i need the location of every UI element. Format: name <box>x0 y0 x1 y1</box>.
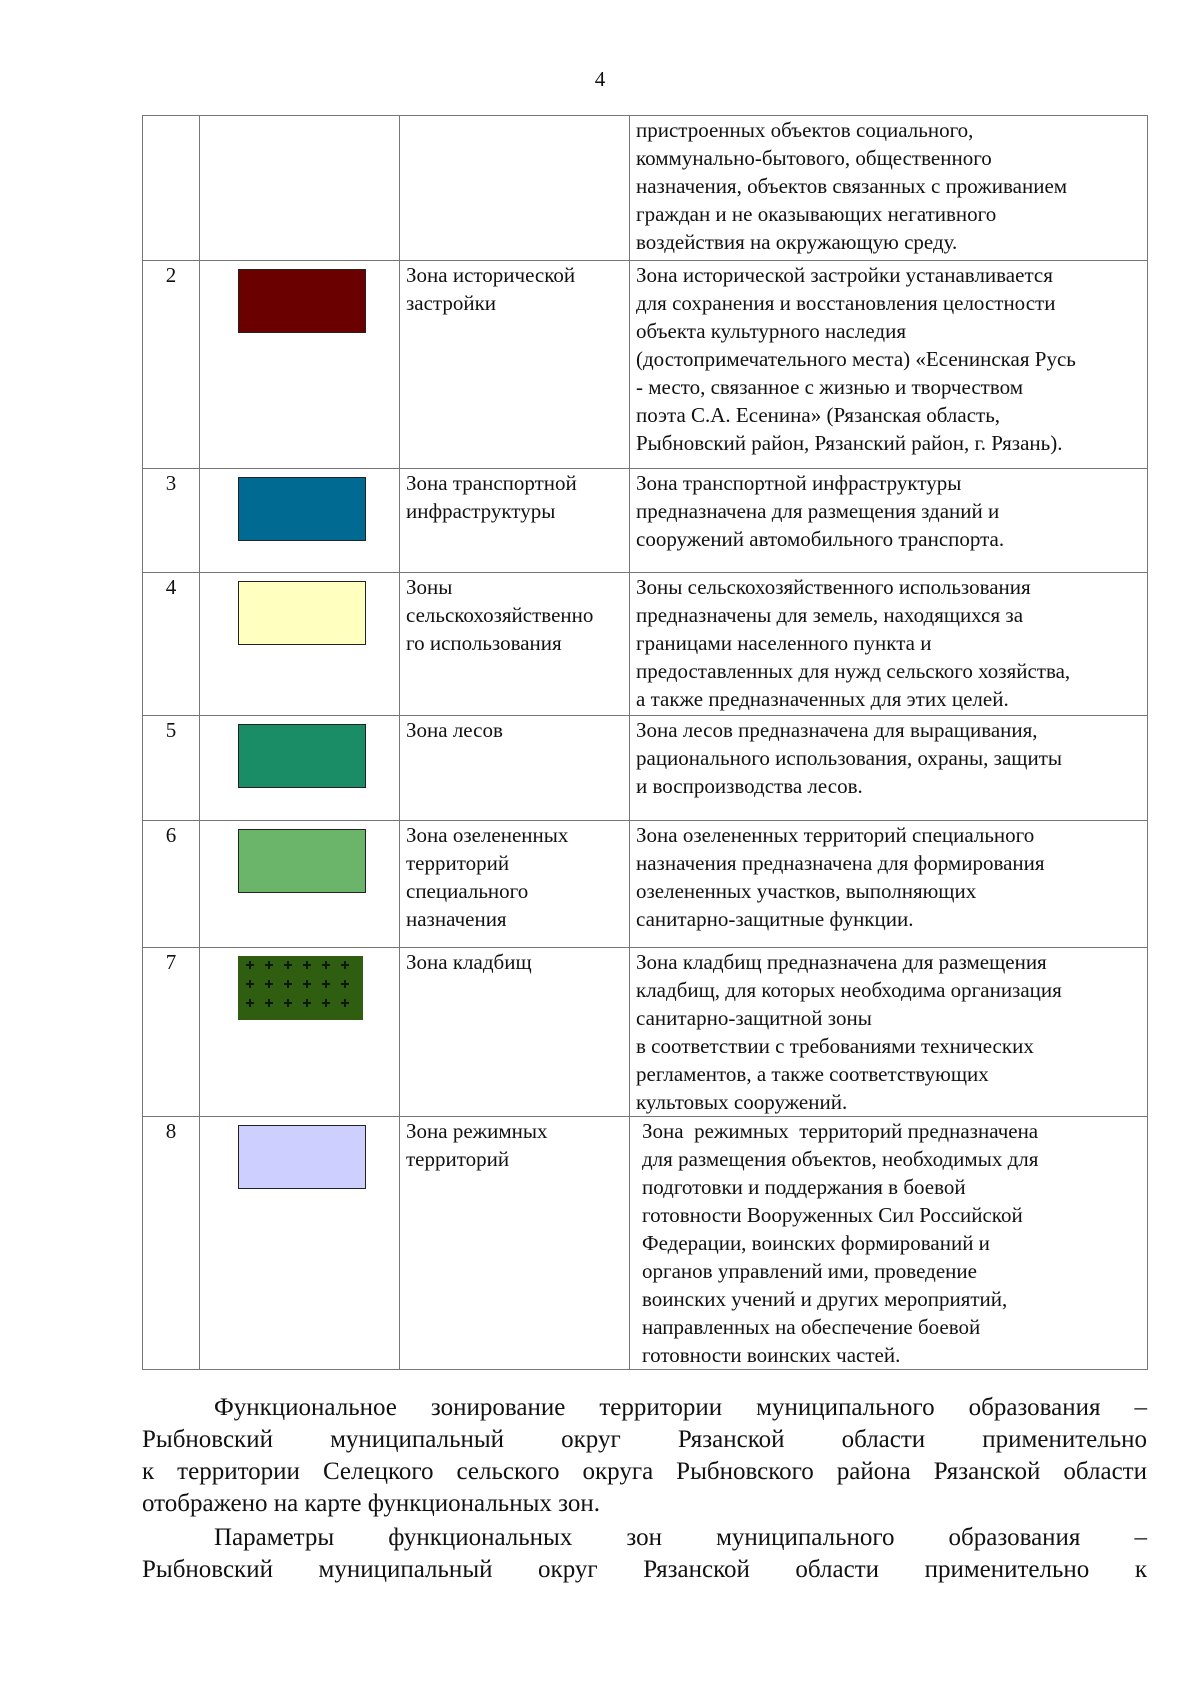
paragraph-line: Функциональное зонирование территории муниципального образования – <box>214 1394 1147 1421</box>
zone-name-line: Зона кладбищ <box>406 950 532 974</box>
row-number: 4 <box>143 573 200 716</box>
zone-name-line: го использования <box>406 631 562 655</box>
page-number: 4 <box>594 67 606 91</box>
zone-description-line: поэта С.А. Есенина» (Рязанская область, <box>636 403 1001 427</box>
table-row <box>143 116 1148 261</box>
zone-description-line: воздействия на окружающую среду. <box>636 230 958 254</box>
row-number: 3 <box>143 469 200 573</box>
zone-color-swatch <box>238 477 366 541</box>
row-number <box>143 116 200 261</box>
plus-pattern-icon <box>303 980 311 988</box>
zone-description-line: (достопримечательного места) «Есенинская Русь <box>636 347 1076 371</box>
legend-swatch-cell <box>200 821 400 948</box>
paragraph-zone-parameters <box>142 1522 1147 1586</box>
table-row <box>143 573 1148 716</box>
plus-pattern-icon <box>265 961 273 969</box>
zone-description-line: готовности воинских частей. <box>642 1343 901 1367</box>
paragraph-line: Параметры функциональных зон муниципального образования – <box>214 1524 1147 1551</box>
zone-description-line: Зона озелененных территорий специального <box>636 823 1035 847</box>
zone-name <box>400 573 630 716</box>
zone-color-swatch <box>238 269 366 333</box>
zone-description-line: в соответствии с требованиями технических <box>636 1034 1034 1058</box>
zone-description <box>630 469 1148 573</box>
zone-name <box>400 469 630 573</box>
table-row <box>143 261 1148 469</box>
zone-name-line: Зона режимных <box>406 1119 548 1143</box>
plus-pattern-icon <box>303 961 311 969</box>
zone-color-swatch <box>238 829 366 893</box>
zone-name-line: Зона исторической <box>406 263 576 287</box>
zone-name-line: Зона транспортной <box>406 471 577 495</box>
zone-description-line: регламентов, а также соответствующих <box>636 1062 989 1086</box>
zone-name <box>400 116 630 261</box>
zone-color-swatch <box>238 724 366 788</box>
zone-description-line: назначения предназначена для формирования <box>636 851 1045 875</box>
zone-description-line: для размещения объектов, необходимых для <box>642 1147 1039 1171</box>
plus-pattern-icon <box>341 961 349 969</box>
legend-swatch-cell <box>200 573 400 716</box>
paragraph-zoning-map <box>142 1392 1147 1520</box>
paragraph-line: Рыбновский муниципальный округ Рязанской области применительно к <box>142 1556 1147 1583</box>
legend-swatch-cell <box>200 469 400 573</box>
zone-description-line: санитарно-защитной зоны <box>636 1006 872 1030</box>
zone-name-line: сельскохозяйственно <box>406 603 594 627</box>
row-number: 6 <box>143 821 200 948</box>
zone-description-line: для сохранения и восстановления целостности <box>636 291 1056 315</box>
zone-description-line: Зона режимных территорий предназначена <box>642 1119 1039 1143</box>
zone-description-line: объекта культурного наследия <box>636 319 906 343</box>
zone-name <box>400 948 630 1117</box>
zone-description-line: направленных на обеспечение боевой <box>642 1315 981 1339</box>
zone-description-line: предоставленных для нужд сельского хозяйства, <box>636 659 1071 683</box>
paragraph-line: отображено на карте функциональных зон. <box>142 1490 600 1517</box>
paragraph-line: Рыбновский муниципальный округ Рязанской области применительно <box>142 1426 1147 1453</box>
row-number: 5 <box>143 716 200 821</box>
zone-description-line: озелененных участков, выполняющих <box>636 879 977 903</box>
zone-description-line: коммунально-бытового, общественного <box>636 146 992 170</box>
zone-name <box>400 1117 630 1370</box>
plus-pattern-icon <box>341 980 349 988</box>
zone-name-line: застройки <box>406 291 497 315</box>
zone-name <box>400 261 630 469</box>
zone-name <box>400 716 630 821</box>
zone-name-line: Зона озелененных <box>406 823 569 847</box>
zone-description-line: Зона лесов предназначена для выращивания, <box>636 718 1038 742</box>
zone-color-swatch <box>238 581 366 645</box>
plus-pattern-icon <box>341 999 349 1007</box>
paragraph-line: к территории Селецкого сельского округа Рыбновского района Рязанской области <box>142 1458 1147 1485</box>
plus-pattern-icon <box>284 961 292 969</box>
table-row <box>143 469 1148 573</box>
plus-pattern-icon <box>246 980 254 988</box>
plus-pattern-icon <box>322 961 330 969</box>
zone-name-line: Зона лесов <box>406 718 503 742</box>
plus-pattern-icon <box>246 961 254 969</box>
legend-swatch-cell <box>200 716 400 821</box>
legend-swatch-cell <box>200 948 400 1117</box>
plus-pattern-icon <box>265 999 273 1007</box>
plus-pattern-icon <box>322 980 330 988</box>
zone-description-line: назначения, объектов связанных с проживанием <box>636 174 1068 198</box>
zone-description-line: а также предназначенных для этих целей. <box>636 687 1009 711</box>
zone-description <box>630 116 1148 261</box>
zone-description-line: Зона транспортной инфраструктуры <box>636 471 962 495</box>
zone-description-line: органов управлений ими, проведение <box>642 1259 977 1283</box>
zone-description <box>630 1117 1148 1370</box>
row-number: 7 <box>143 948 200 1117</box>
zone-description-line: санитарно-защитные функции. <box>636 907 914 931</box>
zone-description-line: Зоны сельскохозяйственного использования <box>636 575 1031 599</box>
zone-description-line: и воспроизводства лесов. <box>636 774 863 798</box>
row-number: 8 <box>143 1117 200 1370</box>
zone-description <box>630 948 1148 1117</box>
zone-name-line: назначения <box>406 907 507 931</box>
zone-description-line: Зона исторической застройки устанавливается <box>636 263 1053 287</box>
table-row <box>143 821 1148 948</box>
table-row <box>143 1117 1148 1370</box>
legend-swatch-cell <box>200 1117 400 1370</box>
zone-description-line: граждан и не оказывающих негативного <box>636 202 997 226</box>
plus-pattern-icon <box>265 980 273 988</box>
plus-pattern-icon <box>246 999 254 1007</box>
zone-name-line: территорий <box>406 1147 510 1171</box>
legend-swatch-cell <box>200 116 400 261</box>
zone-description <box>630 573 1148 716</box>
zone-description-line: - место, связанное с жизнью и творчеством <box>636 375 1023 399</box>
plus-pattern-icon <box>322 999 330 1007</box>
zone-name-line: инфраструктуры <box>406 499 556 523</box>
table-row <box>143 716 1148 821</box>
plus-pattern-icon <box>303 999 311 1007</box>
zone-name <box>400 821 630 948</box>
zone-description-line: пристроенных объектов социального, <box>636 118 974 142</box>
zone-description <box>630 821 1148 948</box>
zone-description-line: предназначены для земель, находящихся за <box>636 603 1024 627</box>
zone-color-swatch <box>238 956 363 1020</box>
zone-description-line: Рыбновский район, Рязанский район, г. Рязань). <box>636 431 1063 455</box>
plus-pattern-icon <box>284 980 292 988</box>
zone-description-line: подготовки и поддержания в боевой <box>642 1175 966 1199</box>
zone-description <box>630 716 1148 821</box>
zone-description <box>630 261 1148 469</box>
zone-color-swatch <box>238 1125 366 1189</box>
legend-swatch-cell <box>200 261 400 469</box>
zone-description-line: предназначена для размещения зданий и <box>636 499 1000 523</box>
row-number: 2 <box>143 261 200 469</box>
table-row <box>143 948 1148 1117</box>
zone-description-line: сооружений автомобильного транспорта. <box>636 527 1005 551</box>
zone-description-line: воинских учений и других мероприятий, <box>642 1287 1008 1311</box>
zone-name-line: территорий <box>406 851 510 875</box>
zone-name-line: специального <box>406 879 529 903</box>
zone-description-line: готовности Вооруженных Сил Российской <box>642 1203 1023 1227</box>
zone-description-line: Зона кладбищ предназначена для размещения <box>636 950 1047 974</box>
plus-pattern-icon <box>284 999 292 1007</box>
zone-description-line: кладбищ, для которых необходима организация <box>636 978 1062 1002</box>
zone-description-line: границами населенного пункта и <box>636 631 932 655</box>
zone-description-line: рационального использования, охраны, защиты <box>636 746 1062 770</box>
functional-zones-table <box>142 115 1148 1370</box>
zone-description-line: культовых сооружений. <box>636 1090 848 1114</box>
zone-name-line: Зоны <box>406 575 453 599</box>
zone-description-line: Федерации, воинских формирований и <box>642 1231 990 1255</box>
